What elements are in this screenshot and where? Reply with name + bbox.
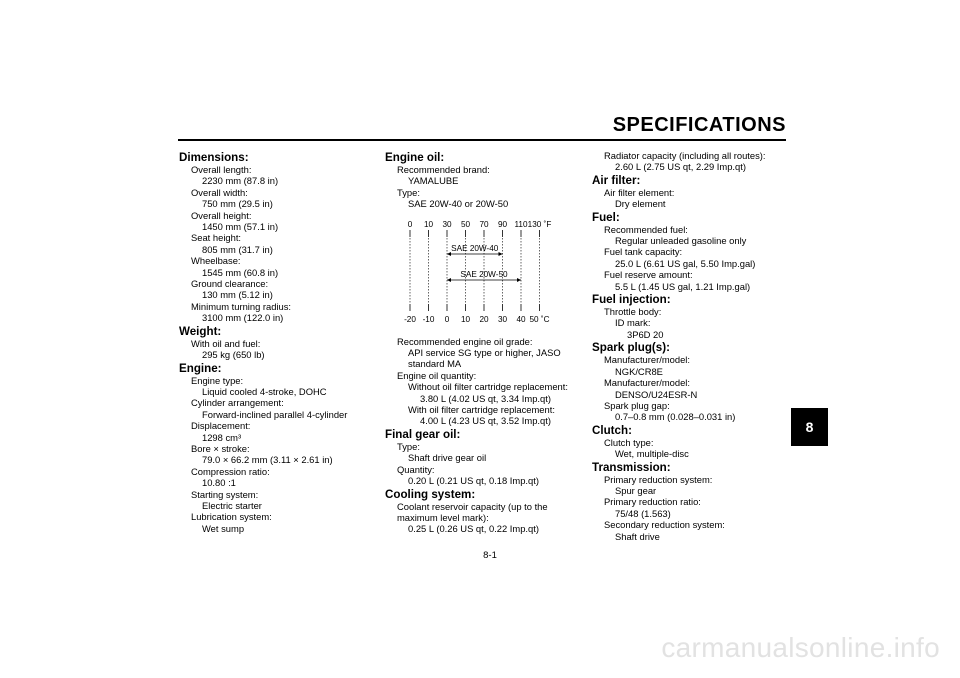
section-heading: Fuel: [592, 210, 620, 224]
spec-value: 2.60 L (2.75 US qt, 2.29 Imp.qt) [615, 161, 746, 173]
spec-value: 25.0 L (6.61 US gal, 5.50 Imp.gal) [615, 257, 756, 269]
spec-label: Air filter element: [604, 186, 675, 198]
spec-value: 4.00 L (4.23 US qt, 3.52 Imp.qt) [420, 415, 551, 427]
spec-label: maximum level mark): [397, 511, 489, 523]
oil-viscosity-chart [385, 212, 585, 332]
spec-label: Type: [397, 440, 420, 452]
chart-celsius-tick-label: 50 ˚C [529, 314, 550, 324]
page-title: SPECIFICATIONS [612, 114, 786, 136]
spec-label: Secondary reduction system: [604, 519, 725, 531]
spec-label: Type: [397, 186, 420, 198]
spec-label: Recommended brand: [397, 164, 490, 175]
spec-value: 1298 cm³ [202, 431, 242, 443]
spec-value: 0.25 L (0.26 US qt, 0.22 Imp.qt) [408, 523, 539, 535]
spec-value: Dry element [615, 198, 666, 210]
spec-label: Fuel reserve amount: [604, 269, 693, 281]
spec-label: Engine type: [191, 374, 244, 386]
section-heading: Spark plug(s): [592, 341, 670, 355]
spec-label: Primary reduction system: [604, 473, 713, 485]
spec-label: Ground clearance: [191, 278, 269, 290]
spec-value: 1450 mm (57.1 in) [202, 221, 279, 233]
section-heading: Transmission: [592, 460, 671, 474]
spec-value: Electric starter [202, 499, 262, 511]
spec-label: Spark plug gap: [604, 399, 670, 411]
chart-fahrenheit-tick-label: 10 [423, 219, 434, 229]
spec-label: Fuel tank capacity: [604, 246, 683, 258]
spec-value: DENSO/U24ESR-N [615, 388, 698, 400]
section-heading: Dimensions: [179, 151, 249, 164]
spec-value: 3P6D 20 [627, 328, 664, 340]
engine-oil-details-block [385, 336, 585, 535]
chart-range-arrow-right [517, 278, 521, 282]
chart-fahrenheit-tick-label: 130 ˚F [527, 219, 552, 229]
chart-fahrenheit-tick-label: 0 [407, 219, 413, 229]
chart-fahrenheit-tick-label: 50 [460, 219, 471, 229]
column-1 [179, 150, 369, 534]
spec-label: Coolant reservoir capacity (up to the [397, 500, 548, 512]
spec-label: Recommended fuel: [604, 223, 688, 235]
spec-value: Liquid cooled 4-stroke, DOHC [202, 385, 327, 397]
spec-value: ID mark: [615, 317, 651, 329]
spec-value: 0.20 L (0.21 US qt, 0.18 Imp.qt) [408, 475, 539, 487]
chart-fahrenheit-tick-label: 70 [479, 219, 489, 229]
spec-value: Shaft drive gear oil [408, 452, 487, 464]
title-rule [178, 139, 786, 141]
chart-fahrenheit-tick-label: 90 [497, 219, 508, 229]
spec-label: Quantity: [397, 463, 435, 475]
spec-value: Forward-inclined parallel 4-cylinder [202, 408, 348, 420]
section-heading: Engine: [179, 361, 222, 375]
spec-label: Overall length: [191, 164, 252, 175]
spec-label: Displacement: [191, 420, 251, 432]
section-heading: Weight: [179, 324, 222, 338]
spec-label: Engine oil quantity: [397, 369, 477, 381]
spec-label: Bore × stroke: [191, 442, 250, 454]
spec-value: NGK/CR8E [615, 365, 663, 377]
spec-value: SAE 20W-40 or 20W-50 [408, 198, 509, 210]
chart-range-label: SAE 20W-50 [460, 269, 508, 279]
spec-value: 1545 mm (60.8 in) [202, 266, 279, 278]
spec-label: Minimum turning radius: [191, 300, 292, 312]
chart-celsius-tick-label: 40 [516, 314, 526, 324]
spec-value: standard MA [408, 358, 462, 370]
spec-label: Radiator capacity (including all routes): [604, 150, 766, 161]
spec-value: 750 mm (29.5 in) [202, 198, 273, 210]
spec-value: API service SG type or higher, JASO [408, 347, 561, 359]
spec-value: 805 mm (31.7 in) [202, 243, 273, 255]
spec-value: 2230 mm (87.8 in) [202, 175, 279, 187]
section-heading: Air filter: [592, 173, 641, 187]
spec-value: 0.7–0.8 mm (0.028–0.031 in) [615, 411, 736, 423]
section-heading: Final gear oil: [385, 427, 461, 441]
chart-celsius-tick-label: -10 [422, 314, 435, 324]
spec-label: Recommended engine oil grade: [397, 335, 533, 347]
spec-value: With oil filter cartridge replacement: [408, 404, 555, 416]
spec-value: YAMALUBE [408, 175, 459, 187]
section-heading: Cooling system: [385, 487, 476, 501]
spec-value: 10.80 :1 [202, 477, 236, 489]
spec-label: Primary reduction ratio: [604, 496, 701, 508]
spec-label: Manufacturer/model: [604, 354, 690, 366]
chart-fahrenheit-tick-label: 110 [514, 219, 528, 229]
column-2 [385, 150, 585, 535]
chapter-tab: 8 [791, 408, 828, 446]
spec-value: Shaft drive [615, 530, 660, 542]
spec-label: Clutch type: [604, 436, 654, 448]
spec-value: 79.0 × 66.2 mm (3.11 × 2.61 in) [202, 454, 333, 466]
chart-celsius-tick-label: 0 [444, 314, 450, 324]
spec-label: Overall width: [191, 186, 248, 198]
spec-value: Without oil filter cartridge replacement: [408, 381, 568, 393]
section-heading: Clutch: [592, 423, 632, 437]
spec-label: Manufacturer/model: [604, 377, 690, 389]
engine-oil-block [385, 151, 585, 210]
spec-label: Seat height: [191, 232, 242, 244]
watermark: carmanualsonline.info [661, 632, 940, 663]
page-number: 8-1 [483, 550, 497, 561]
spec-label: Starting system: [191, 488, 259, 500]
oil-viscosity-chart-svg [385, 212, 585, 332]
spec-value: 130 mm (5.12 in) [202, 289, 273, 301]
chart-celsius-tick-label: 30 [497, 314, 508, 324]
spec-value: Spur gear [615, 484, 657, 496]
spec-label: Throttle body: [604, 306, 662, 318]
spec-value: Wet sump [202, 522, 245, 534]
spec-value: Regular unleaded gasoline only [615, 235, 747, 247]
section-heading: Engine oil: [385, 151, 445, 164]
spec-label: Wheelbase: [191, 255, 241, 267]
spec-value: 3.80 L (4.02 US qt, 3.34 Imp.qt) [420, 392, 551, 404]
chart-celsius-tick-label: -20 [404, 314, 416, 324]
spec-label: With oil and fuel: [191, 337, 261, 349]
spec-label: Lubrication system: [191, 511, 272, 523]
chart-fahrenheit-tick-label: 30 [442, 219, 452, 229]
chart-range-arrow-right [499, 252, 503, 256]
spec-value: 75/48 (1.563) [615, 507, 671, 519]
spec-value: Wet, multiple-disc [615, 448, 689, 460]
chart-celsius-tick-label: 20 [479, 314, 489, 324]
spec-label: Compression ratio: [191, 465, 270, 477]
chart-range-label: SAE 20W-40 [451, 243, 499, 253]
spec-value: 5.5 L (1.45 US gal, 1.21 Imp.gal) [615, 280, 751, 292]
spec-value: 295 kg (650 lb) [202, 349, 265, 361]
chart-range-arrow-left [447, 278, 451, 282]
column-3 [592, 150, 792, 542]
spec-label: Cylinder arrangement: [191, 397, 284, 409]
chart-celsius-tick-label: 10 [460, 314, 471, 324]
spec-label: Overall height: [191, 209, 252, 221]
section-heading: Fuel injection: [592, 293, 671, 307]
spec-value: 3100 mm (122.0 in) [202, 312, 284, 324]
